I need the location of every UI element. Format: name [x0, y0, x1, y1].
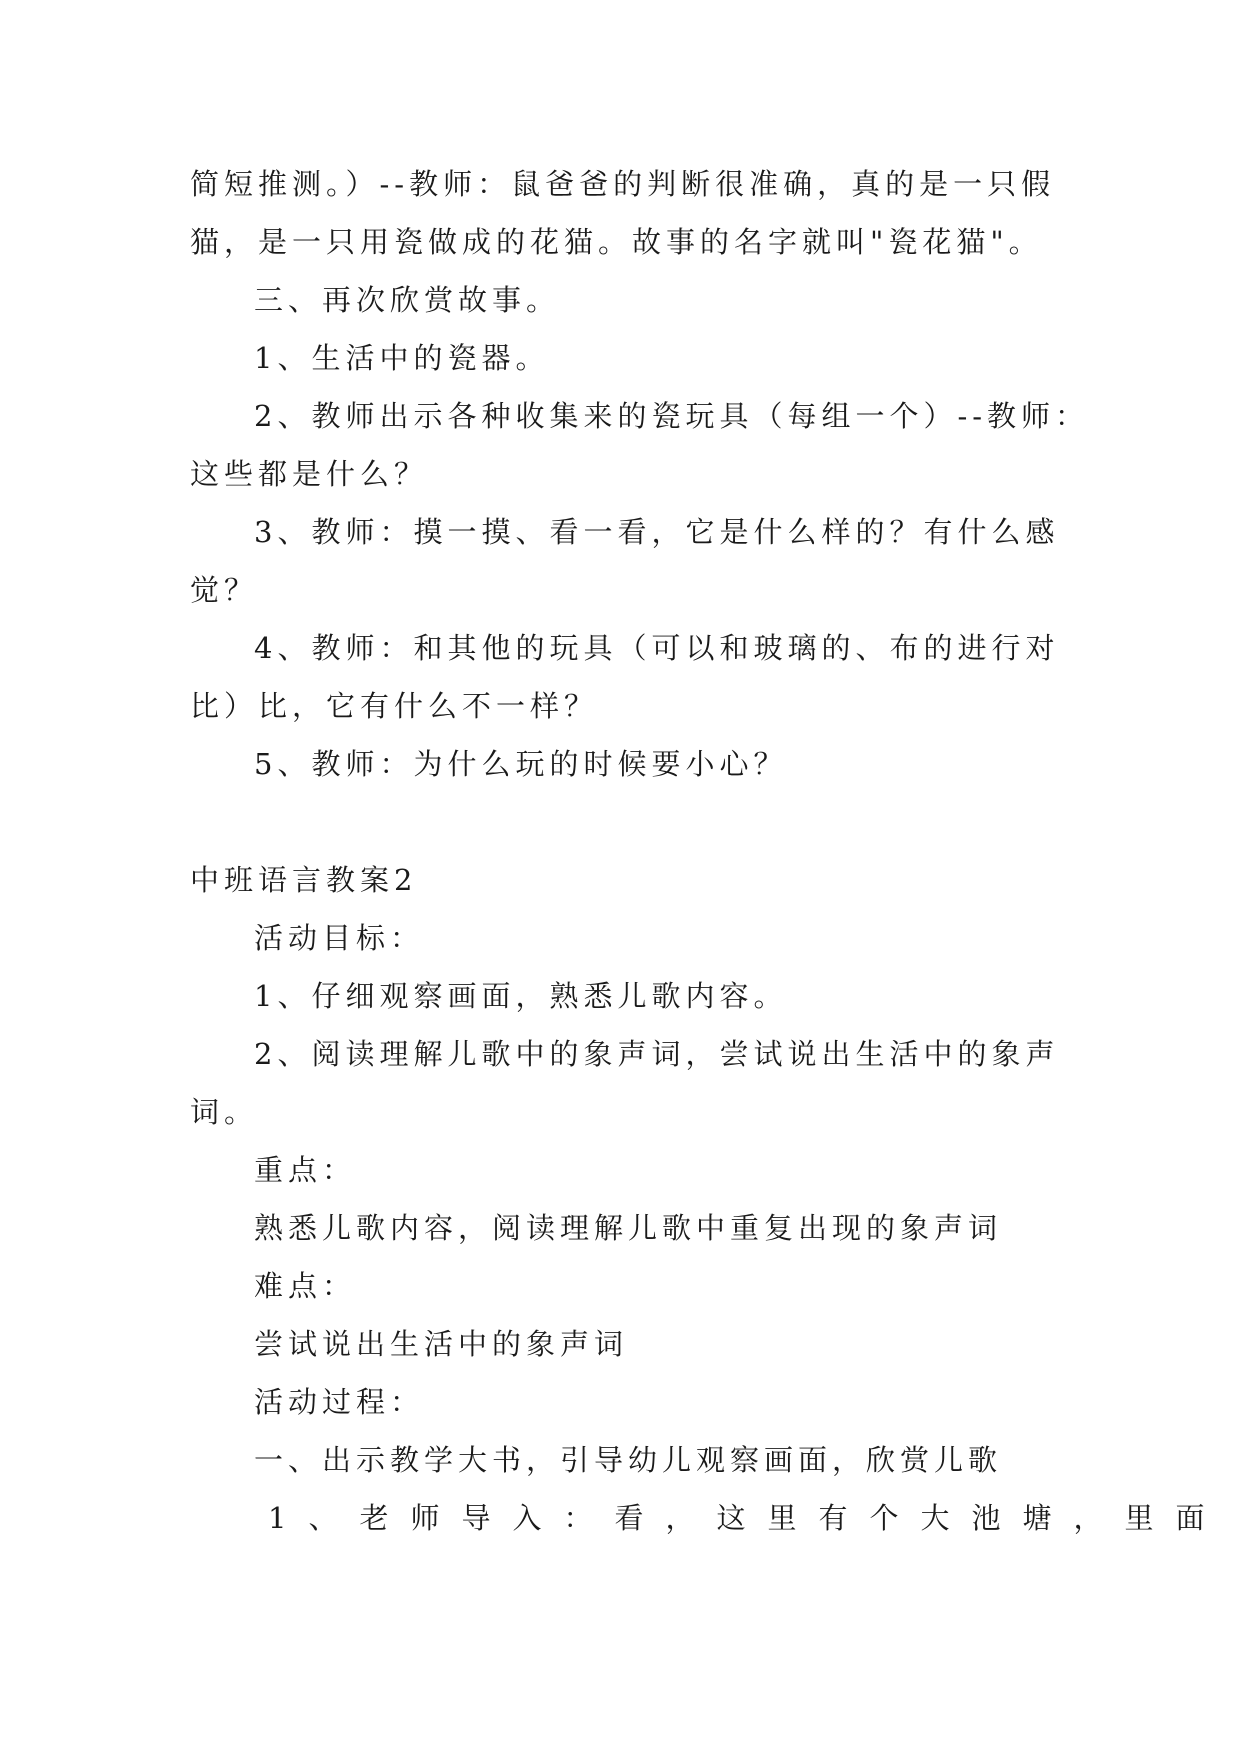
list-item: 3、教师：摸一摸、看一看，它是什么样的？有什么感: [254, 515, 1060, 549]
text-line: 觉？: [190, 573, 259, 607]
text-line: 尝试说出生活中的象声词: [254, 1327, 629, 1361]
list-item: 5、教师：为什么玩的时候要小心？: [254, 747, 788, 781]
text-line: 一、出示教学大书，引导幼儿观察画面，欣赏儿歌: [254, 1443, 1003, 1477]
text-line: 简短推测。）--教师：鼠爸爸的判断很准确，真的是一只假: [190, 167, 1056, 201]
document-title: 中班语言教案2: [190, 863, 418, 897]
section-heading: 重点：: [254, 1153, 357, 1187]
text-line: 猫，是一只用瓷做成的花猫。故事的名字就叫"瓷花猫"。: [190, 225, 1043, 259]
section-heading: 活动目标：: [254, 921, 425, 955]
list-item: 2、阅读理解儿歌中的象声词，尝试说出生活中的象声: [254, 1037, 1060, 1071]
list-item: 1、生活中的瓷器。: [254, 341, 550, 375]
list-item: 4、教师：和其他的玩具（可以和玻璃的、布的进行对: [254, 631, 1060, 665]
text-line: 词。: [190, 1095, 259, 1129]
list-item: 1、老师导入：看，这里有个大池塘，里面: [268, 1501, 1227, 1535]
text-line: 熟悉儿歌内容，阅读理解儿歌中重复出现的象声词: [254, 1211, 1003, 1245]
section-heading: 难点：: [254, 1269, 357, 1303]
text-line: 比）比，它有什么不一样？: [190, 689, 599, 723]
section-heading: 活动过程：: [254, 1385, 425, 1419]
list-item: 1、仔细观察画面，熟悉儿歌内容。: [254, 979, 788, 1013]
list-item: 2、教师出示各种收集来的瓷玩具（每组一个）--教师：: [254, 399, 1090, 433]
text-line: 这些都是什么？: [190, 457, 429, 491]
section-heading: 三、再次欣赏故事。: [254, 283, 561, 317]
